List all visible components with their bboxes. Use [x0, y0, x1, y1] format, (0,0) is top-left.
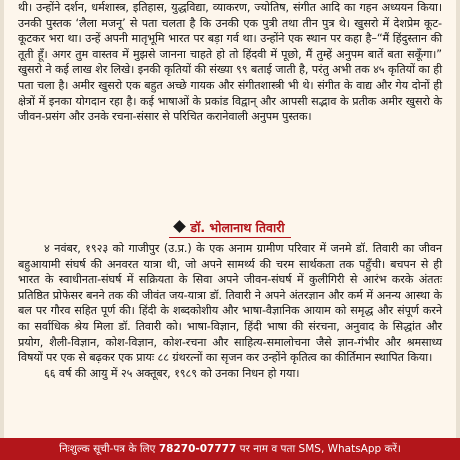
author-biography: [18, 241, 442, 381]
author-heading: [0, 219, 460, 236]
author-heading-underline: [169, 237, 291, 238]
subject-biography-text: थी। उन्होंने दर्शन, धर्मशास्त्र, इतिहास, युद्धविद्या, व्याकरण, ज्योतिष, संगीत आदि का गहन अध्ययन किया। उनकी पुस्तक ‘लैला मजनू’ से पता चलता है कि उनकी एक पुत्री तथा तीन पुत्र थे। खुसरो में देशप्रेम कूट-कूटकर भरा था। उन्हें अपनी मातृभूमि भारत पर बड़ा गर्व था। उन्होंने एक स्थान पर कहा है–“मैं हिंदुस्तान की तूती हूँ। अगर तुम वास्तव में मुझसे जानना चाहते हो तो हिंदवी में पूछो, मैं तुम्हें अनुपम बातें बता सकूँगा।” खुसरो ने कई लाख शेर लिखे। इनकी कृतियों की संख्या ९९ बताई जाती है, परंतु अभी तक ४५ कृतियों का ही पता चला है। अमीर खुसरो एक बहुत अच्छे गायक और संगीतशास्त्री भी थे। संगीत के वाद्य और गेय दोनों ही क्षेत्रों में इनका योगदान रहा है। कई भाषाओं के प्रकांड विद्वान् और आपसी सद्भाव के प्रतीक अमीर खुसरो के जीवन-प्रसंग और उनके रचना-संसार से परिचित करानेवाली अनुपम पुस्तक।: [18, 1, 442, 124]
author-death-paragraph: ६६ वर्ष की आयु में २५ अक्तूबर, १९८९ को उनका निधन हो गया।: [44, 366, 300, 380]
subject-biography: [18, 0, 442, 125]
footer-prefix: निःशुल्क सूची-पत्र के लिए: [59, 443, 156, 455]
footer-phone[interactable]: 78270-07777: [158, 443, 237, 455]
diamond-icon: [174, 220, 187, 233]
author-name: डॉ. भोलानाथ तिवारी: [190, 220, 285, 235]
footer-suffix: पर नाम व पता SMS, WhatsApp करें।: [239, 443, 401, 455]
author-biography-paragraph: ४ नवंबर, १९२३ को गाजीपुर (उ.प्र.) के एक अनाम ग्रामीण परिवार में जनमे डॉ. तिवारी का जीवन बहुआयामी संघर्ष की अनवरत यात्रा थी, जो अपने सामर्थ्य की चरम सार्थकता तक पहुँची। बचपन से ही भारत के स्वाधीनता-संघर्ष में सक्रियता के सिवा अपने जीवन-संघर्ष में कुलीगिरी से आरंभ करके अंततः प्रतिष्ठित प्रोफेसर बनने तक की जीवंत जय-यात्रा डॉ. तिवारी ने अपने अंतरज्ञान और कर्म में अनन्य आस्था के बल पर गौरव सहित पूर्ण की। हिंदी के शब्दकोशीय और भाषा-वैज्ञानिक आयाम को समृद्ध और संपूर्ण करने का सर्वाधिक श्रेय मिला डॉ. तिवारी को। भाषा-विज्ञान, हिंदी भाषा की संरचना, अनुवाद के सिद्धांत और प्रयोग, शैली-विज्ञान, कोश-विज्ञान, कोश-रचना और साहित्य-समालोचना जैसे ज्ञान-गंभीर और श्रमसाध्य विषयों पर एक से बढ़कर एक प्रायः ८८ ग्रंथरत्नों का सृजन कर उन्होंने कृतित्व का कीर्तिमान स्थापित किया।: [18, 242, 442, 365]
footer-banner: [0, 438, 460, 460]
